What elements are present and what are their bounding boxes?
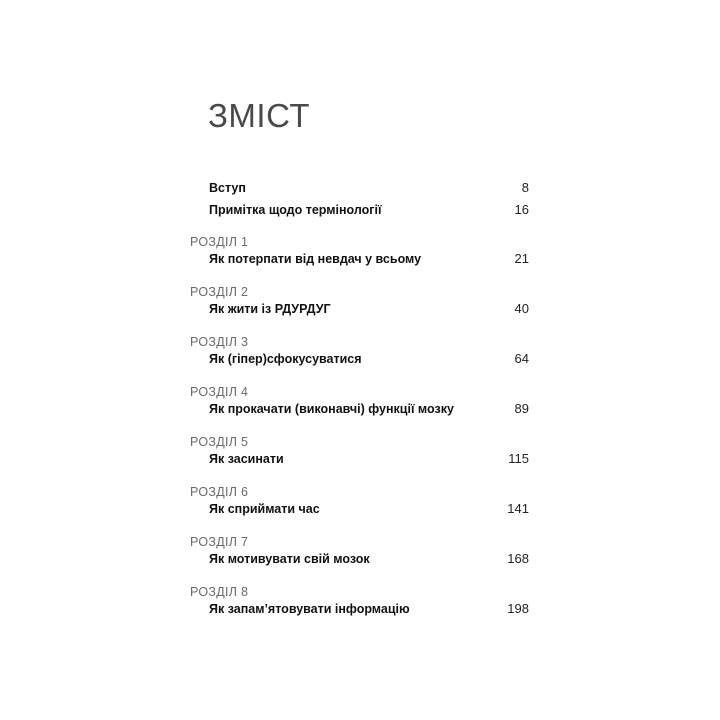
entry-label: Як (гіпер)сфокусуватися (209, 352, 362, 366)
toc-entry-chapter-2 (0, 299, 720, 319)
toc-entry-chapter-6 (0, 499, 720, 519)
toc-entry-intro (0, 178, 720, 198)
chapter-2-section-label: РОЗДІЛ 2 (190, 285, 249, 299)
entry-label: Примітка щодо термінології (209, 203, 382, 217)
entry-page-number: 168 (507, 551, 529, 566)
entry-page-number: 198 (507, 601, 529, 616)
toc-entry-terminology (0, 200, 720, 220)
toc-entry-chapter-4 (0, 399, 720, 419)
entry-page-number: 115 (508, 451, 529, 466)
chapter-4-section-label: РОЗДІЛ 4 (190, 385, 249, 399)
page-title: ЗМІСТ (208, 97, 310, 134)
entry-page-number: 40 (514, 301, 529, 316)
entry-page-number: 8 (521, 180, 529, 195)
entry-label: Як потерпати від невдач у всьому (209, 252, 422, 266)
toc-entry-chapter-5 (0, 449, 720, 469)
entry-page-number: 21 (514, 251, 529, 266)
entry-page-number: 16 (514, 202, 529, 217)
entry-page-number: 64 (514, 351, 529, 366)
entry-page-number: 89 (514, 401, 529, 416)
entry-label: Як мотивувати свій мозок (209, 552, 370, 566)
chapter-6-section-label: РОЗДІЛ 6 (190, 485, 249, 499)
entry-label: Як прокачати (виконавчі) функції мозку (209, 402, 454, 416)
toc-entry-chapter-3 (0, 349, 720, 369)
chapter-7-section-label: РОЗДІЛ 7 (190, 535, 249, 549)
toc-entry-chapter-8 (0, 599, 720, 619)
entry-label: Вступ (209, 181, 246, 195)
entry-page-number: 141 (507, 501, 529, 516)
chapter-3-section-label: РОЗДІЛ 3 (190, 335, 249, 349)
chapter-1-section-label: РОЗДІЛ 1 (190, 235, 249, 249)
entry-label: Як сприймати час (209, 502, 320, 516)
toc-entry-chapter-7 (0, 549, 720, 569)
toc-entry-chapter-1 (0, 249, 720, 269)
entry-label: Як жити із РДУРДУГ (209, 302, 331, 316)
chapter-8-section-label: РОЗДІЛ 8 (190, 585, 249, 599)
chapter-5-section-label: РОЗДІЛ 5 (190, 435, 249, 449)
entry-label: Як засинати (209, 452, 284, 466)
entry-label: Як запам’ятовувати інформацію (209, 602, 410, 616)
